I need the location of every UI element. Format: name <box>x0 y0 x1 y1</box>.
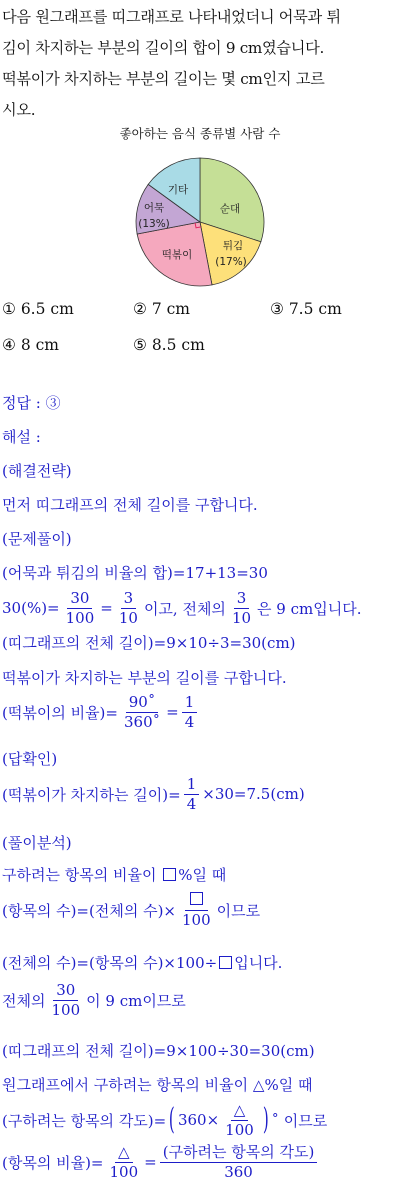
question-line: 떡볶이가 차지하는 부분의 길이는 몇 cm인지 고르 <box>2 70 325 88</box>
fraction: $\frac{\triangle}{100}$ <box>109 1143 139 1181</box>
analysis-line-7: (구하려는 항목의 각도)= ( 360× $\frac{\triangle}{100}$ ) ˚ 이므로 <box>2 1101 328 1139</box>
fraction: $\frac{30}{100}$ <box>51 981 81 1019</box>
step-check-length: (떡볶이가 차지하는 길이)= $\frac{1}{4}$ ×30=7.5(cm) <box>2 775 305 813</box>
analysis-line-5: (띠그래프의 전체 길이)=9×100÷30=30(cm) <box>2 1042 315 1060</box>
fraction: $\frac{3}{10}$ <box>231 589 252 627</box>
question-line: 다음 원그래프를 띠그래프로 나타내었더니 어묵과 튀 <box>2 8 341 26</box>
choice-1[interactable]: ① 6.5 cm <box>2 300 74 318</box>
slice-label-gita: 기타 <box>167 184 189 196</box>
chart-title: 좋아하는 음식 종류별 사람 수 <box>119 126 281 141</box>
analysis-line-2: (항목의 수)=(전체의 수)× 100 이므로 <box>2 892 260 928</box>
solve-head: (문제풀이) <box>2 530 72 548</box>
strategy-text: 먼저 띠그래프의 전체 길이를 구합니다. <box>2 496 258 514</box>
fraction: $\frac{\text{(구하려는 항목의 각도)}}{360}$ <box>160 1144 318 1180</box>
step-total-length: (띠그래프의 전체 길이)=9×10÷3=30(cm) <box>2 634 296 652</box>
analysis-line-8: (항목의 비율)= $\frac{\triangle}{100}$ = $\frac{\text{(구하려는 항목의 각도)}}{360}$ <box>2 1144 320 1180</box>
question-line: 시오. <box>2 101 36 119</box>
answer: 정답 : ③ <box>2 394 61 412</box>
question-line: 김이 차지하는 부분의 길이의 합이 9 cm였습니다. <box>2 39 325 57</box>
fraction: $\frac{90˚}{360˚}$ <box>123 693 161 731</box>
slice-percent-twigim: (17%) <box>215 256 247 268</box>
fraction: $\frac{3}{10}$ <box>118 589 138 627</box>
fraction: 100 <box>179 892 214 928</box>
analysis-line-6: 원그래프에서 구하려는 항목의 비율이 △%일 때 <box>2 1076 313 1094</box>
strategy-head: (해결전략) <box>2 462 72 480</box>
explanation-head: 해설 : <box>2 428 41 446</box>
step-ratio-sum: (어묵과 튀김의 비율의 합)=17+13=30 <box>2 564 268 582</box>
analysis-line-1: 구하려는 항목의 비율이 %일 때 <box>2 866 227 884</box>
choice-4[interactable]: ④ 8 cm <box>2 336 59 354</box>
slice-label-tteokbokki: 떡볶이 <box>161 249 193 261</box>
choice-5[interactable]: ⑤ 8.5 cm <box>133 336 205 354</box>
check-head: (답확인) <box>2 750 58 768</box>
fraction: $\frac{30}{100}$ <box>65 589 95 627</box>
choice-3[interactable]: ③ 7.5 cm <box>270 300 342 318</box>
slice-label-twigim: 튀김 <box>222 240 244 252</box>
box-symbol <box>219 956 232 969</box>
slice-label-eomuk: 어묵 <box>143 202 165 214</box>
fraction: $\frac{1}{4}$ <box>184 776 200 812</box>
slice-label-sundae: 순대 <box>219 203 241 215</box>
question-text <box>2 2 398 126</box>
step-tteokbokki-ratio: (떡볶이의 비율)= $\frac{90˚}{360˚}$ = $\frac{1}{4}$ <box>2 694 200 730</box>
analysis-line-4: 전체의 $\frac{30}{100}$ 이 9 cm이므로 <box>2 981 186 1019</box>
pie-chart <box>133 155 267 289</box>
slice-percent-eomuk: (13%) <box>138 218 170 230</box>
box-symbol <box>163 868 176 881</box>
analysis-head: (풀이분석) <box>2 834 72 852</box>
box-symbol <box>190 892 203 905</box>
choice-2[interactable]: ② 7 cm <box>133 300 190 318</box>
fraction: $\frac{1}{4}$ <box>182 694 198 730</box>
step-ratio-fraction: 30(%)= $\frac{30}{100}$ = $\frac{3}{10}$ 이고, 전체의 $\frac{3}{10}$ 은 9 cm입니다. <box>2 589 362 627</box>
fraction: $\frac{\triangle}{100}$ <box>225 1101 254 1139</box>
step-tteokbokki-head: 떡볶이가 차지하는 부분의 길이를 구합니다. <box>2 669 287 687</box>
analysis-line-3: (전체의 수)=(항목의 수)×100÷ 입니다. <box>2 954 283 972</box>
